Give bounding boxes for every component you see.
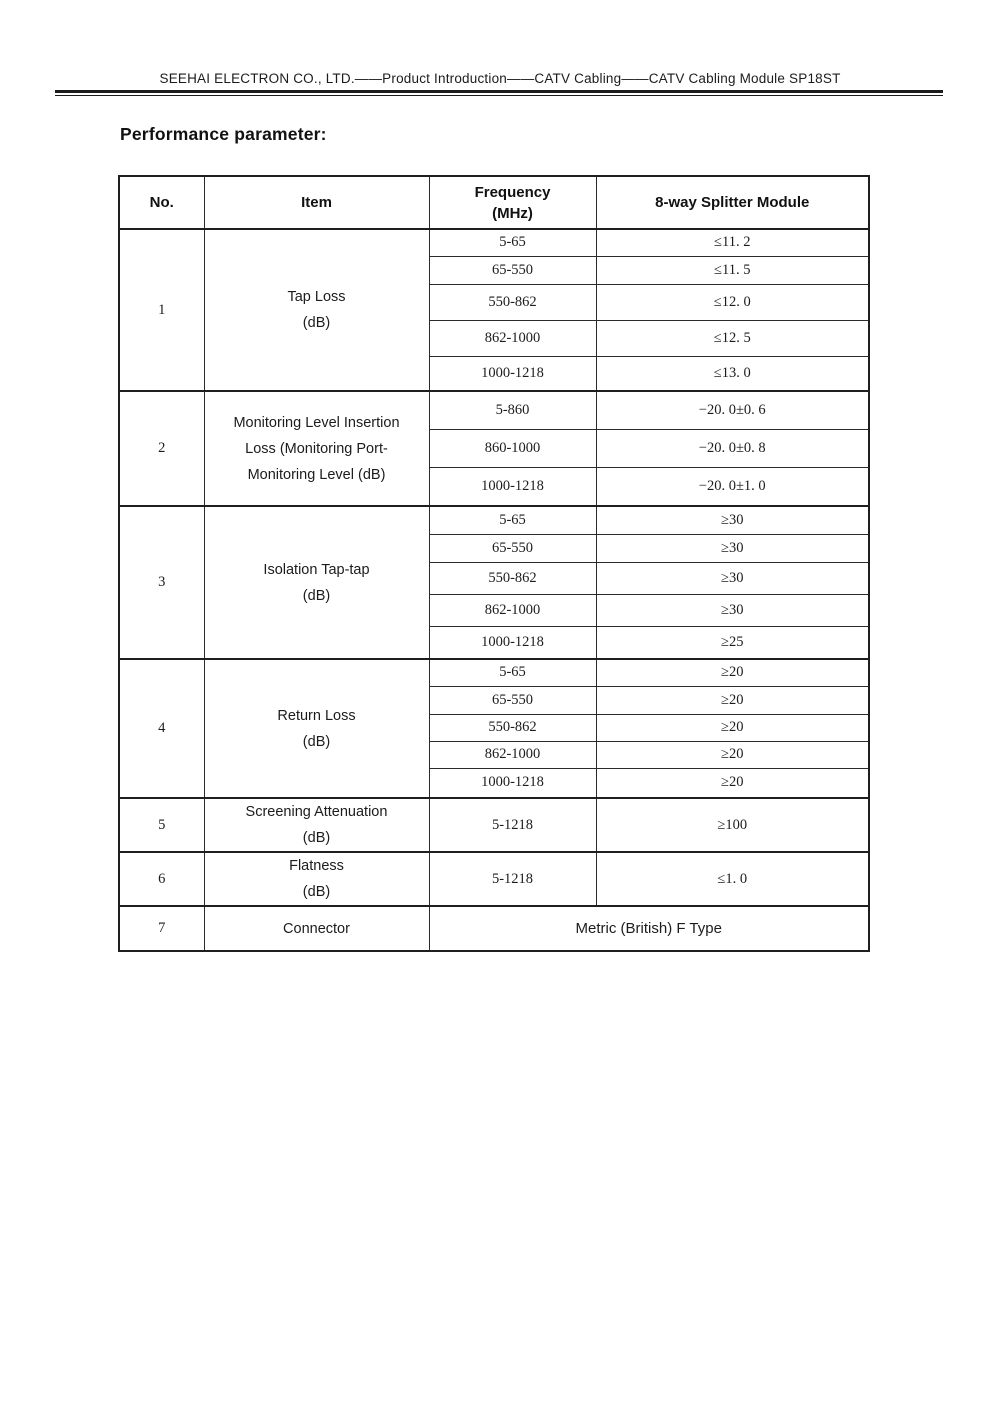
frequency-cell: 65-550 [429, 256, 596, 284]
value-cell: ≥20 [596, 768, 869, 798]
value-cell: ≥30 [596, 534, 869, 562]
item-cell [204, 906, 429, 951]
col-header-line: 8-way Splitter Module [655, 194, 810, 211]
frequency-cell: 862-1000 [429, 741, 596, 768]
item-line: (dB) [302, 830, 331, 846]
item-line: Isolation Tap-tap [263, 561, 370, 578]
table-header [119, 176, 869, 229]
value-cell: ≤11. 5 [596, 256, 869, 284]
no-cell: 4 [119, 659, 204, 798]
performance-table [118, 175, 870, 952]
col-header-line: No. [149, 194, 174, 211]
col-header-line: Item [301, 194, 332, 211]
value-cell: ≥20 [596, 686, 869, 714]
value-cell: ≥25 [596, 626, 869, 659]
frequency-cell: 5-1218 [429, 798, 596, 852]
page-title: Performance parameter: [120, 124, 327, 144]
frequency-cell: 550-862 [429, 714, 596, 741]
item-line: Screening Attenuation [245, 804, 388, 820]
value-cell: ≥100 [596, 798, 869, 852]
frequency-cell: 5-1218 [429, 852, 596, 906]
frequency-cell: 862-1000 [429, 594, 596, 626]
header-row [119, 176, 869, 229]
table-row [119, 229, 869, 256]
value-cell: ≥20 [596, 714, 869, 741]
frequency-cell: 860-1000 [429, 429, 596, 467]
no-cell: 3 [119, 506, 204, 659]
frequency-cell: 5-65 [429, 506, 596, 534]
frequency-cell: 862-1000 [429, 320, 596, 356]
item-line: Flatness [289, 858, 344, 874]
item-line: Monitoring Level Insertion [233, 414, 400, 431]
value-cell: −20. 0±0. 6 [596, 391, 869, 429]
item-cell [204, 659, 429, 798]
col-header-line: Frequency [474, 183, 551, 201]
frequency-cell: 550-862 [429, 284, 596, 320]
table-row [119, 906, 869, 951]
item-line: Connector [283, 920, 350, 937]
value-cell: −20. 0±0. 8 [596, 429, 869, 467]
item-line: (dB) [302, 884, 331, 900]
item-line: (dB) [302, 733, 331, 750]
header-rule [55, 90, 943, 96]
frequency-cell: 65-550 [429, 534, 596, 562]
col-header-item [204, 176, 429, 229]
frequency-cell: 1000-1218 [429, 768, 596, 798]
no-cell: 2 [119, 391, 204, 506]
col-header-frequency [429, 176, 596, 229]
item-line: (dB) [302, 587, 331, 604]
frequency-cell: 5-65 [429, 229, 596, 256]
value-cell: −20. 0±1. 0 [596, 467, 869, 506]
value-cell: ≤12. 0 [596, 284, 869, 320]
frequency-cell: 5-65 [429, 659, 596, 686]
table-row [119, 659, 869, 686]
item-cell [204, 506, 429, 659]
item-line: Return Loss [277, 707, 356, 724]
item-line: Tap Loss [287, 289, 346, 305]
value-cell: ≤1. 0 [596, 852, 869, 906]
no-cell: 5 [119, 798, 204, 852]
frequency-cell: 550-862 [429, 562, 596, 594]
frequency-cell: 65-550 [429, 686, 596, 714]
item-cell [204, 852, 429, 906]
item-cell [204, 798, 429, 852]
item-cell [204, 391, 429, 506]
frequency-cell: 1000-1218 [429, 356, 596, 391]
no-cell: 6 [119, 852, 204, 906]
col-header-no [119, 176, 204, 229]
document-header-text: SEEHAI ELECTRON CO., LTD.——Product Introduction——CATV Cabling——CATV Cabling Module SP18ST [159, 71, 841, 86]
merged-value-cell: Metric (British) F Type [429, 906, 869, 951]
table-row [119, 506, 869, 534]
table-row [119, 798, 869, 852]
no-cell: 1 [119, 229, 204, 391]
table-body [119, 229, 869, 951]
item-line: (dB) [302, 315, 331, 331]
value-cell: ≥20 [596, 741, 869, 768]
value-cell: ≤13. 0 [596, 356, 869, 391]
frequency-cell: 1000-1218 [429, 467, 596, 506]
value-cell: ≤12. 5 [596, 320, 869, 356]
no-cell: 7 [119, 906, 204, 951]
col-header-line: (MHz) [492, 204, 533, 222]
value-cell: ≥30 [596, 562, 869, 594]
table-row [119, 852, 869, 906]
frequency-cell: 1000-1218 [429, 626, 596, 659]
value-cell: ≤11. 2 [596, 229, 869, 256]
item-cell [204, 229, 429, 391]
col-header-module [596, 176, 869, 229]
item-line: Monitoring Level (dB) [247, 466, 386, 483]
table-row [119, 391, 869, 429]
value-cell: ≥30 [596, 594, 869, 626]
frequency-cell: 5-860 [429, 391, 596, 429]
item-line: Loss (Monitoring Port- [245, 440, 388, 457]
value-cell: ≥20 [596, 659, 869, 686]
value-cell: ≥30 [596, 506, 869, 534]
